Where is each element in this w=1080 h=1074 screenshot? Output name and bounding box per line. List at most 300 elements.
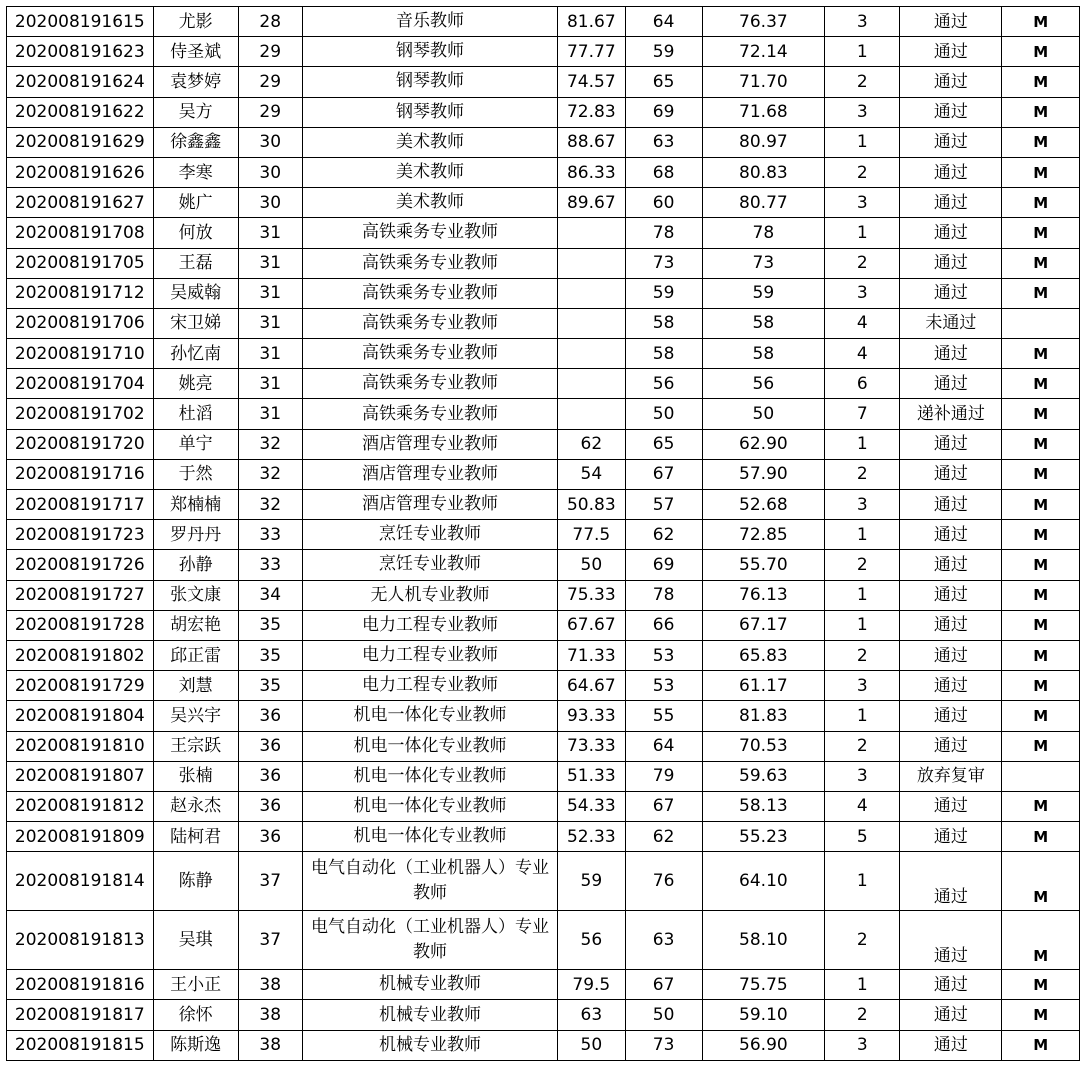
mark-cell: M — [1002, 459, 1080, 489]
position-code-cell: 33 — [238, 550, 302, 580]
total-score-cell: 76.13 — [702, 580, 824, 610]
mark-cell: M — [1002, 580, 1080, 610]
written-score-cell: 50.83 — [558, 490, 625, 520]
written-score-cell: 67.67 — [558, 610, 625, 640]
rank-cell: 2 — [825, 550, 900, 580]
review-status-cell: 通过 — [900, 550, 1002, 580]
mark-cell: M — [1002, 550, 1080, 580]
candidate-name-cell: 吴威翰 — [153, 278, 238, 308]
position-code-cell: 30 — [238, 127, 302, 157]
position-code-cell: 32 — [238, 459, 302, 489]
total-score-cell: 78 — [702, 218, 824, 248]
interview-score-cell: 67 — [625, 459, 702, 489]
total-score-cell: 58 — [702, 308, 824, 338]
table-row — [7, 550, 1080, 580]
candidate-name-cell: 姚亮 — [153, 369, 238, 399]
table-row — [7, 97, 1080, 127]
total-score-cell: 55.23 — [702, 822, 824, 852]
candidate-name-cell: 袁梦婷 — [153, 67, 238, 97]
rank-cell: 3 — [825, 7, 900, 37]
position-name-cell: 电气自动化（工业机器人）专业教师 — [302, 911, 557, 970]
review-status-cell: 通过 — [900, 97, 1002, 127]
candidate-id-cell: 202008191624 — [7, 67, 154, 97]
review-status-cell: 通过 — [900, 157, 1002, 187]
interview-score-cell: 55 — [625, 701, 702, 731]
candidate-id-cell: 202008191807 — [7, 761, 154, 791]
total-score-cell: 81.83 — [702, 701, 824, 731]
total-score-cell: 58.10 — [702, 911, 824, 970]
review-status-cell: 通过 — [900, 580, 1002, 610]
review-status-cell: 通过 — [900, 278, 1002, 308]
mark-cell: M — [1002, 188, 1080, 218]
mark-cell: M — [1002, 7, 1080, 37]
written-score-cell: 79.5 — [558, 970, 625, 1000]
candidate-name-cell: 张楠 — [153, 761, 238, 791]
review-status-cell: 通过 — [900, 610, 1002, 640]
review-status-cell: 未通过 — [900, 308, 1002, 338]
review-status-cell: 通过 — [900, 640, 1002, 670]
written-score-cell: 75.33 — [558, 580, 625, 610]
candidate-id-cell: 202008191712 — [7, 278, 154, 308]
candidate-name-cell: 于然 — [153, 459, 238, 489]
written-score-cell: 54.33 — [558, 791, 625, 821]
total-score-cell: 59.63 — [702, 761, 824, 791]
mark-cell: M — [1002, 791, 1080, 821]
rank-cell: 1 — [825, 218, 900, 248]
candidate-id-cell: 202008191623 — [7, 37, 154, 67]
written-score-cell — [558, 308, 625, 338]
rank-cell: 5 — [825, 822, 900, 852]
mark-cell: M — [1002, 278, 1080, 308]
candidate-name-cell: 王小正 — [153, 970, 238, 1000]
mark-cell: M — [1002, 218, 1080, 248]
candidate-id-cell: 202008191627 — [7, 188, 154, 218]
rank-cell: 6 — [825, 369, 900, 399]
candidate-name-cell: 陆柯君 — [153, 822, 238, 852]
table-row — [7, 459, 1080, 489]
candidate-id-cell: 202008191815 — [7, 1030, 154, 1060]
written-score-cell — [558, 339, 625, 369]
review-status-cell: 通过 — [900, 822, 1002, 852]
review-status-cell: 通过 — [900, 520, 1002, 550]
position-name-cell: 机械专业教师 — [302, 1000, 557, 1030]
review-status-cell: 通过 — [900, 339, 1002, 369]
table-row — [7, 7, 1080, 37]
rank-cell: 4 — [825, 791, 900, 821]
candidate-id-cell: 202008191626 — [7, 157, 154, 187]
rank-cell: 2 — [825, 911, 900, 970]
total-score-cell: 73 — [702, 248, 824, 278]
candidate-name-cell: 杜滔 — [153, 399, 238, 429]
interview-score-cell: 50 — [625, 399, 702, 429]
mark-cell: M — [1002, 822, 1080, 852]
mark-cell: M — [1002, 490, 1080, 520]
position-code-cell: 28 — [238, 7, 302, 37]
written-score-cell: 51.33 — [558, 761, 625, 791]
position-name-cell: 烹饪专业教师 — [302, 520, 557, 550]
table-row — [7, 640, 1080, 670]
position-code-cell: 36 — [238, 701, 302, 731]
position-code-cell: 35 — [238, 640, 302, 670]
mark-cell: M — [1002, 701, 1080, 731]
interview-score-cell: 53 — [625, 671, 702, 701]
rank-cell: 1 — [825, 970, 900, 1000]
review-status-cell: 通过 — [900, 731, 1002, 761]
total-score-cell: 67.17 — [702, 610, 824, 640]
candidate-id-cell: 202008191615 — [7, 7, 154, 37]
total-score-cell: 71.70 — [702, 67, 824, 97]
written-score-cell: 74.57 — [558, 67, 625, 97]
mark-cell: M — [1002, 852, 1080, 911]
candidate-name-cell: 陈静 — [153, 852, 238, 911]
rank-cell: 2 — [825, 67, 900, 97]
review-status-cell: 通过 — [900, 7, 1002, 37]
position-name-cell: 美术教师 — [302, 188, 557, 218]
review-status-cell: 通过 — [900, 1000, 1002, 1030]
position-code-cell: 31 — [238, 308, 302, 338]
candidate-name-cell: 胡宏艳 — [153, 610, 238, 640]
interview-score-cell: 63 — [625, 127, 702, 157]
review-status-cell: 通过 — [900, 429, 1002, 459]
position-name-cell: 高铁乘务专业教师 — [302, 308, 557, 338]
mark-cell: M — [1002, 248, 1080, 278]
interview-score-cell: 64 — [625, 7, 702, 37]
score-table — [6, 6, 1080, 1061]
position-name-cell: 高铁乘务专业教师 — [302, 218, 557, 248]
rank-cell: 2 — [825, 640, 900, 670]
candidate-id-cell: 202008191729 — [7, 671, 154, 701]
table-row — [7, 157, 1080, 187]
position-name-cell: 烹饪专业教师 — [302, 550, 557, 580]
candidate-id-cell: 202008191704 — [7, 369, 154, 399]
position-name-cell: 酒店管理专业教师 — [302, 429, 557, 459]
table-row — [7, 761, 1080, 791]
table-row — [7, 1030, 1080, 1060]
interview-score-cell: 68 — [625, 157, 702, 187]
rank-cell: 1 — [825, 580, 900, 610]
total-score-cell: 70.53 — [702, 731, 824, 761]
review-status-cell: 通过 — [900, 671, 1002, 701]
total-score-cell: 65.83 — [702, 640, 824, 670]
review-status-cell: 通过 — [900, 188, 1002, 218]
written-score-cell: 54 — [558, 459, 625, 489]
position-name-cell: 钢琴教师 — [302, 67, 557, 97]
candidate-name-cell: 吴兴宇 — [153, 701, 238, 731]
position-name-cell: 机电一体化专业教师 — [302, 791, 557, 821]
candidate-name-cell: 陈斯逸 — [153, 1030, 238, 1060]
table-row — [7, 369, 1080, 399]
position-code-cell: 32 — [238, 429, 302, 459]
candidate-id-cell: 202008191802 — [7, 640, 154, 670]
position-name-cell: 机械专业教师 — [302, 1030, 557, 1060]
rank-cell: 1 — [825, 610, 900, 640]
written-score-cell: 56 — [558, 911, 625, 970]
total-score-cell: 56.90 — [702, 1030, 824, 1060]
total-score-cell: 59 — [702, 278, 824, 308]
position-code-cell: 31 — [238, 369, 302, 399]
position-code-cell: 38 — [238, 970, 302, 1000]
table-body — [7, 7, 1080, 1061]
position-code-cell: 29 — [238, 97, 302, 127]
position-code-cell: 37 — [238, 911, 302, 970]
position-name-cell: 高铁乘务专业教师 — [302, 248, 557, 278]
mark-cell: M — [1002, 610, 1080, 640]
interview-score-cell: 65 — [625, 67, 702, 97]
written-score-cell: 50 — [558, 550, 625, 580]
position-name-cell: 电力工程专业教师 — [302, 610, 557, 640]
total-score-cell: 56 — [702, 369, 824, 399]
position-code-cell: 29 — [238, 67, 302, 97]
candidate-name-cell: 徐鑫鑫 — [153, 127, 238, 157]
rank-cell: 1 — [825, 520, 900, 550]
mark-cell: M — [1002, 127, 1080, 157]
candidate-id-cell: 202008191816 — [7, 970, 154, 1000]
interview-score-cell: 56 — [625, 369, 702, 399]
position-code-cell: 36 — [238, 791, 302, 821]
rank-cell: 3 — [825, 671, 900, 701]
mark-cell: M — [1002, 399, 1080, 429]
position-name-cell: 美术教师 — [302, 127, 557, 157]
review-status-cell: 通过 — [900, 791, 1002, 821]
position-code-cell: 38 — [238, 1000, 302, 1030]
review-status-cell: 通过 — [900, 490, 1002, 520]
position-code-cell: 35 — [238, 671, 302, 701]
candidate-id-cell: 202008191809 — [7, 822, 154, 852]
mark-cell: M — [1002, 67, 1080, 97]
interview-score-cell: 58 — [625, 339, 702, 369]
position-name-cell: 机电一体化专业教师 — [302, 701, 557, 731]
total-score-cell: 55.70 — [702, 550, 824, 580]
interview-score-cell: 50 — [625, 1000, 702, 1030]
interview-score-cell: 59 — [625, 37, 702, 67]
written-score-cell — [558, 278, 625, 308]
candidate-name-cell: 徐怀 — [153, 1000, 238, 1030]
candidate-id-cell: 202008191720 — [7, 429, 154, 459]
written-score-cell: 64.67 — [558, 671, 625, 701]
candidate-id-cell: 202008191817 — [7, 1000, 154, 1030]
mark-cell: M — [1002, 520, 1080, 550]
total-score-cell: 80.83 — [702, 157, 824, 187]
position-code-cell: 31 — [238, 399, 302, 429]
table-row — [7, 1000, 1080, 1030]
position-name-cell: 钢琴教师 — [302, 97, 557, 127]
interview-score-cell: 69 — [625, 97, 702, 127]
written-score-cell: 73.33 — [558, 731, 625, 761]
table-row — [7, 970, 1080, 1000]
review-status-cell: 通过 — [900, 248, 1002, 278]
interview-score-cell: 73 — [625, 248, 702, 278]
candidate-name-cell: 吴琪 — [153, 911, 238, 970]
written-score-cell: 86.33 — [558, 157, 625, 187]
mark-cell: M — [1002, 731, 1080, 761]
interview-score-cell: 58 — [625, 308, 702, 338]
position-name-cell: 酒店管理专业教师 — [302, 490, 557, 520]
total-score-cell: 62.90 — [702, 429, 824, 459]
candidate-id-cell: 202008191812 — [7, 791, 154, 821]
candidate-id-cell: 202008191705 — [7, 248, 154, 278]
position-code-cell: 36 — [238, 822, 302, 852]
interview-score-cell: 63 — [625, 911, 702, 970]
table-row — [7, 822, 1080, 852]
rank-cell: 1 — [825, 429, 900, 459]
table-row — [7, 520, 1080, 550]
written-score-cell: 62 — [558, 429, 625, 459]
total-score-cell: 64.10 — [702, 852, 824, 911]
review-status-cell: 通过 — [900, 127, 1002, 157]
position-code-cell: 31 — [238, 218, 302, 248]
candidate-id-cell: 202008191716 — [7, 459, 154, 489]
table-row — [7, 37, 1080, 67]
review-status-cell: 通过 — [900, 37, 1002, 67]
total-score-cell: 75.75 — [702, 970, 824, 1000]
position-code-cell: 31 — [238, 339, 302, 369]
review-status-cell: 通过 — [900, 218, 1002, 248]
rank-cell: 3 — [825, 490, 900, 520]
review-status-cell: 通过 — [900, 970, 1002, 1000]
mark-cell: M — [1002, 970, 1080, 1000]
table-row — [7, 610, 1080, 640]
total-score-cell: 58 — [702, 339, 824, 369]
table-row — [7, 429, 1080, 459]
candidate-id-cell: 202008191810 — [7, 731, 154, 761]
candidate-id-cell: 202008191629 — [7, 127, 154, 157]
mark-cell: M — [1002, 671, 1080, 701]
candidate-name-cell: 何放 — [153, 218, 238, 248]
interview-score-cell: 62 — [625, 822, 702, 852]
written-score-cell: 52.33 — [558, 822, 625, 852]
table-row — [7, 308, 1080, 338]
position-code-cell: 36 — [238, 761, 302, 791]
review-status-cell: 通过 — [900, 701, 1002, 731]
table-row — [7, 791, 1080, 821]
total-score-cell: 72.85 — [702, 520, 824, 550]
written-score-cell: 72.83 — [558, 97, 625, 127]
position-name-cell: 机电一体化专业教师 — [302, 761, 557, 791]
total-score-cell: 71.68 — [702, 97, 824, 127]
position-name-cell: 机械专业教师 — [302, 970, 557, 1000]
position-name-cell: 高铁乘务专业教师 — [302, 278, 557, 308]
written-score-cell: 89.67 — [558, 188, 625, 218]
interview-score-cell: 67 — [625, 791, 702, 821]
candidate-id-cell: 202008191708 — [7, 218, 154, 248]
interview-score-cell: 65 — [625, 429, 702, 459]
position-name-cell: 音乐教师 — [302, 7, 557, 37]
candidate-id-cell: 202008191717 — [7, 490, 154, 520]
rank-cell: 3 — [825, 278, 900, 308]
candidate-name-cell: 宋卫娣 — [153, 308, 238, 338]
written-score-cell — [558, 218, 625, 248]
table-row — [7, 580, 1080, 610]
position-code-cell: 29 — [238, 37, 302, 67]
table-row — [7, 852, 1080, 911]
mark-cell: M — [1002, 157, 1080, 187]
position-code-cell: 31 — [238, 278, 302, 308]
position-code-cell: 38 — [238, 1030, 302, 1060]
mark-cell: M — [1002, 911, 1080, 970]
rank-cell: 1 — [825, 37, 900, 67]
rank-cell: 3 — [825, 761, 900, 791]
interview-score-cell: 60 — [625, 188, 702, 218]
interview-score-cell: 59 — [625, 278, 702, 308]
position-code-cell: 34 — [238, 580, 302, 610]
written-score-cell — [558, 399, 625, 429]
total-score-cell: 61.17 — [702, 671, 824, 701]
candidate-name-cell: 王宗跃 — [153, 731, 238, 761]
candidate-name-cell: 尤影 — [153, 7, 238, 37]
written-score-cell: 81.67 — [558, 7, 625, 37]
position-code-cell: 33 — [238, 520, 302, 550]
position-code-cell: 37 — [238, 852, 302, 911]
position-name-cell: 高铁乘务专业教师 — [302, 339, 557, 369]
rank-cell: 3 — [825, 188, 900, 218]
rank-cell: 1 — [825, 852, 900, 911]
candidate-name-cell: 刘慧 — [153, 671, 238, 701]
written-score-cell: 71.33 — [558, 640, 625, 670]
written-score-cell — [558, 369, 625, 399]
review-status-cell: 通过 — [900, 67, 1002, 97]
mark-cell: M — [1002, 1000, 1080, 1030]
candidate-name-cell: 李寒 — [153, 157, 238, 187]
interview-score-cell: 78 — [625, 218, 702, 248]
interview-score-cell: 66 — [625, 610, 702, 640]
table-row — [7, 399, 1080, 429]
interview-score-cell: 64 — [625, 731, 702, 761]
position-name-cell: 钢琴教师 — [302, 37, 557, 67]
mark-cell: M — [1002, 429, 1080, 459]
position-name-cell: 电力工程专业教师 — [302, 671, 557, 701]
table-row — [7, 127, 1080, 157]
review-status-cell: 通过 — [900, 1030, 1002, 1060]
candidate-id-cell: 202008191706 — [7, 308, 154, 338]
interview-score-cell: 78 — [625, 580, 702, 610]
candidate-id-cell: 202008191727 — [7, 580, 154, 610]
written-score-cell: 77.77 — [558, 37, 625, 67]
candidate-name-cell: 姚广 — [153, 188, 238, 218]
position-name-cell: 电力工程专业教师 — [302, 640, 557, 670]
rank-cell: 2 — [825, 731, 900, 761]
review-status-cell: 通过 — [900, 911, 1002, 970]
interview-score-cell: 53 — [625, 640, 702, 670]
review-status-cell: 递补通过 — [900, 399, 1002, 429]
table-row — [7, 67, 1080, 97]
position-name-cell: 酒店管理专业教师 — [302, 459, 557, 489]
interview-score-cell: 73 — [625, 1030, 702, 1060]
candidate-id-cell: 202008191814 — [7, 852, 154, 911]
review-status-cell: 通过 — [900, 459, 1002, 489]
written-score-cell: 63 — [558, 1000, 625, 1030]
candidate-id-cell: 202008191723 — [7, 520, 154, 550]
review-status-cell: 通过 — [900, 369, 1002, 399]
written-score-cell — [558, 248, 625, 278]
candidate-name-cell: 赵永杰 — [153, 791, 238, 821]
table-row — [7, 218, 1080, 248]
candidate-name-cell: 张文康 — [153, 580, 238, 610]
candidate-name-cell: 侍圣斌 — [153, 37, 238, 67]
candidate-id-cell: 202008191813 — [7, 911, 154, 970]
interview-score-cell: 62 — [625, 520, 702, 550]
position-name-cell: 机电一体化专业教师 — [302, 822, 557, 852]
rank-cell: 3 — [825, 1030, 900, 1060]
mark-cell: M — [1002, 640, 1080, 670]
written-score-cell: 93.33 — [558, 701, 625, 731]
position-code-cell: 31 — [238, 248, 302, 278]
rank-cell: 3 — [825, 97, 900, 127]
position-name-cell: 电气自动化（工业机器人）专业教师 — [302, 852, 557, 911]
table-row — [7, 911, 1080, 970]
interview-score-cell: 69 — [625, 550, 702, 580]
candidate-name-cell: 吴方 — [153, 97, 238, 127]
interview-score-cell: 57 — [625, 490, 702, 520]
